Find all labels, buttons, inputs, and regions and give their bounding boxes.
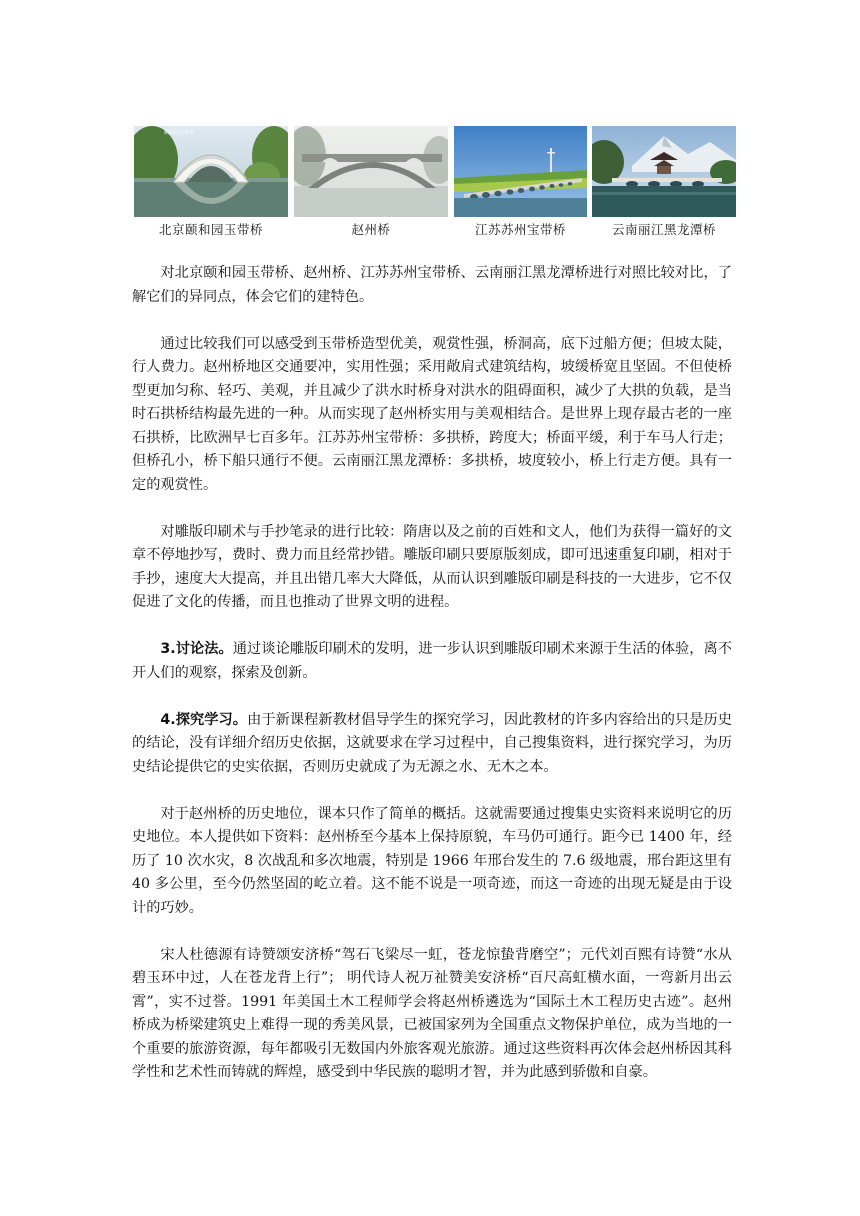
photo-heilongtan-bridge: [592, 126, 736, 238]
paragraph-text: 宋人杜德源有诗赞颂安济桥“驾石飞梁尽一虹，苍龙惊蛰背磨空”；元代刘百熙有诗赞“水从碧玉环中过，人在苍龙背上行”； 明代诗人祝万祉赞美安济桥“百尺高虹横水面，一弯新月出云霄”，实不过誉。1991 年美国土木工程师学会将赵州桥遴选为“国际土木工程历史古迹”。赵州桥成为桥梁建筑史上难得一现的秀美风景，已被国家列为全国重点文物保护单位，成为当地的一个重要的旅游资源，每年都吸引无数国内外旅客观光旅游。通过这些资料再次体会赵州桥因其科学性和艺术性而铸就的辉煌，感受到中华民族的聪明才智，并为此感到骄傲和自豪。: [132, 946, 732, 1080]
baodai-bridge-image: [454, 126, 587, 217]
paragraph-lead: 3.讨论法。: [160, 641, 233, 657]
heilongtan-bridge-image: [592, 126, 736, 217]
paragraph-lead: 4.探究学习。: [160, 711, 248, 728]
paragraph-text: 对雕版印刷术与手抄笔录的进行比较：隋唐以及之前的百姓和文人，他们为获得一篇好的文章不停地抄写，费时、费力而且经常抄错。雕版印刷只要原版刻成，即可迅速重复印刷，相对于手抄，速度大大提高，并且出错几率大大降低，从而认识到雕版印刷是科技的一大进步，它不仅促进了文化的传播，而且也推动了世界文明的进程。: [132, 523, 732, 610]
paragraph-text: 对北京颐和园玉带桥、赵州桥、江苏苏州宝带桥、云南丽江黑龙潭桥进行对照比较对比，了解它们的异同点，体会它们的建特色。: [132, 265, 732, 305]
photo-jade-belt-bridge: [134, 126, 288, 238]
paragraph-text: 由于新课程新教材倡导学生的探究学习，因此教材的许多内容给出的只是历史的结论，没有详细介绍历史依据，这就要求在学习过程中，自己搜集资料，进行探究学习，为历史结论提供它的史实依据，否则历史就成了为无源之水、无木之本。: [132, 711, 732, 775]
paragraph-text: 通过比较我们可以感受到玉带桥造型优美，观赏性强，桥洞高，底下过船方便；但坡太陡，行人费力。赵州桥地区交通要冲，实用性强；采用敞肩式建筑结构，坡缓桥宽且坚固。不但使桥型更加匀称、轻巧、美观，并且减少了洪水时桥身对洪水的阻碍面积，减少了大拱的负载，是当时石拱桥结构最先进的一种。从而实现了赵州桥实用与美观相结合。是世界上现存最古老的一座石拱桥，比欧洲早七百多年。江苏苏州宝带桥：多拱桥，跨度大；桥面平缓，利于车马人行走；但桥孔小，桥下船只通行不便。云南丽江黑龙潭桥：多拱桥，坡度较小，桥上行走方便。具有一定的观赏性。: [132, 335, 732, 493]
paragraph-zhaozhou-history: [132, 803, 732, 921]
paragraph-bridge-comparison: [132, 262, 732, 309]
photo-caption: 云南丽江黑龙潭桥: [611, 222, 716, 237]
jade-belt-bridge-image: [134, 126, 288, 217]
bridge-photo-strip: [134, 126, 736, 238]
paragraph-bridge-analysis: [132, 333, 732, 498]
zhaozhou-bridge-image: [294, 126, 448, 217]
paragraph-printing-comparison: [132, 521, 732, 615]
article-body: [132, 262, 732, 1108]
photo-baodai-bridge: [454, 126, 587, 238]
photo-caption: 江苏苏州宝带桥: [474, 222, 566, 237]
paragraph-discussion-method: [132, 638, 732, 685]
paragraph-inquiry-learning: [132, 709, 732, 780]
paragraph-poems-and-heritage: [132, 944, 732, 1085]
photo-caption: 北京颐和园玉带桥: [158, 222, 263, 237]
paragraph-text: 通过谈论雕版印刷术的发明，进一步认识到雕版印刷术来源于生活的体验，离不开人们的观察，探索及创新。: [132, 641, 732, 681]
photo-caption: 赵州桥: [351, 222, 391, 237]
photo-zhaozhou-bridge: [294, 126, 448, 238]
watermark-text: 颐和园玉带桥: [164, 130, 195, 136]
paragraph-text: 对于赵州桥的历史地位，课本只作了简单的概括。这就需要通过搜集史实资料来说明它的历史地位。本人提供如下资料：赵州桥至今基本上保持原貌，车马仍可通行。距今已 1400 年，经历了 10 次水灾，8 次战乱和多次地震，特别是 1966 年邢台发生的 7.6 级地震，邢台距这里有 40 多公里，至今仍然坚固的屹立着。这不能不说是一项奇迹，而这一奇迹的出现无疑是由于设计的巧妙。: [132, 805, 732, 916]
